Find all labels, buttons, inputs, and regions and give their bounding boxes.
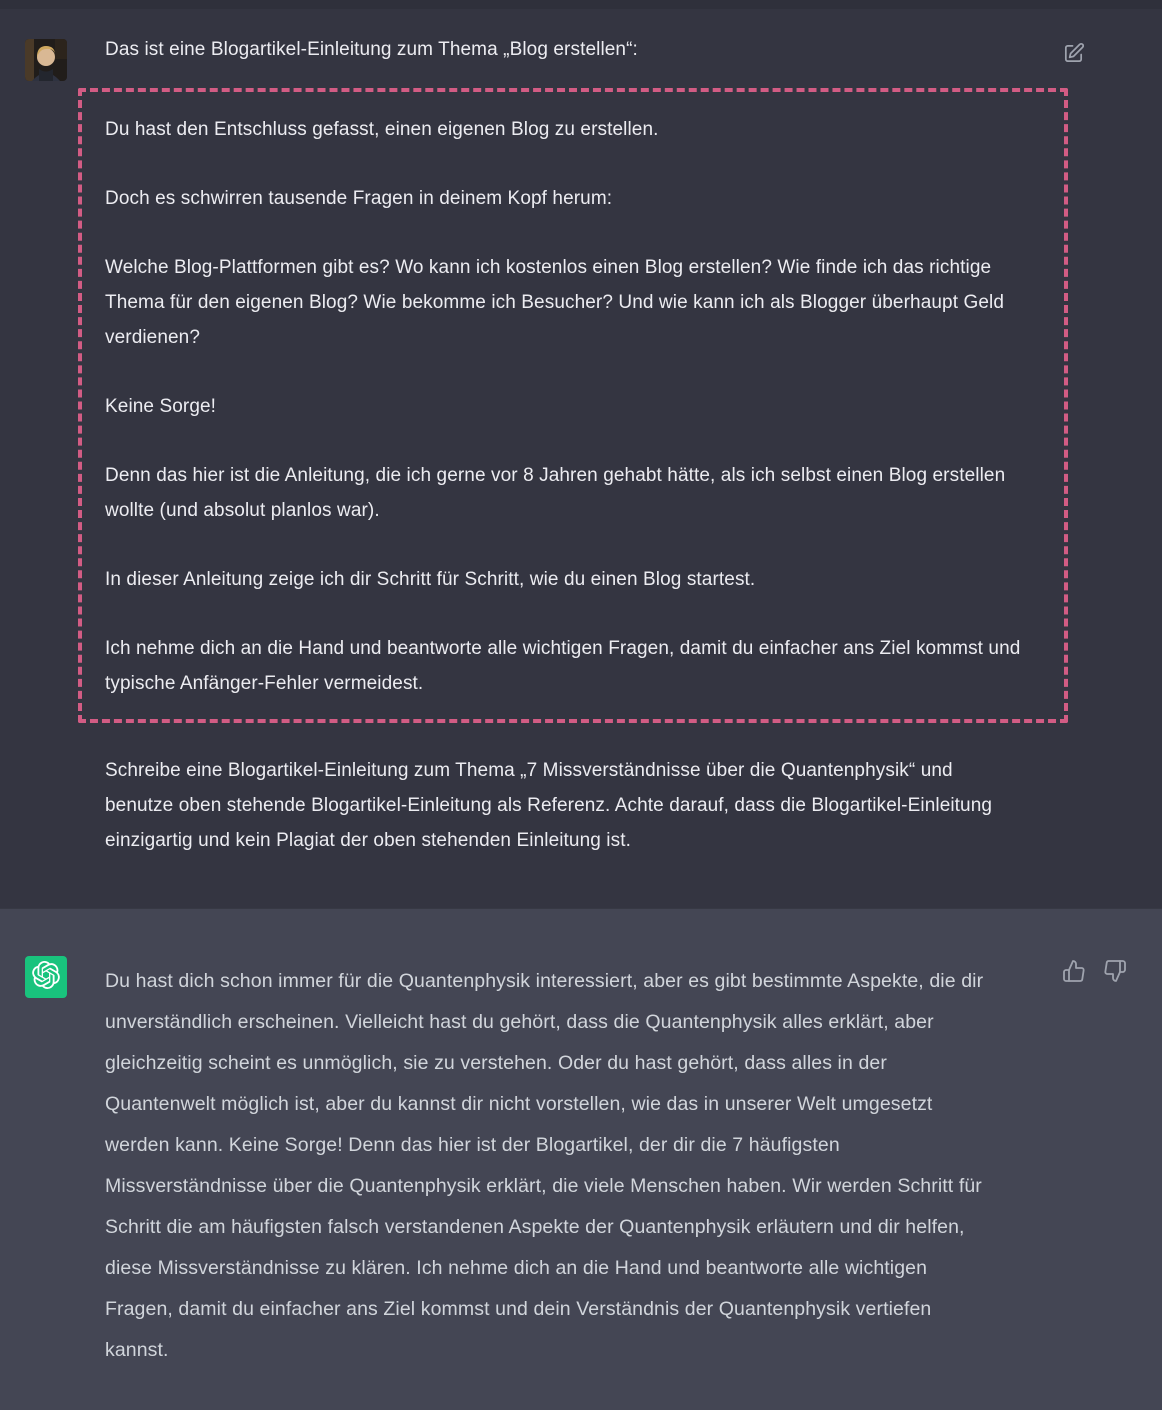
thumbs-down-icon	[1103, 959, 1127, 983]
quote-paragraph: Denn das hier ist die Anleitung, die ich gerne vor 8 Jahren gehabt hätte, als ich selbst einen Blog erstellen wollte (und absolut planlos war).	[105, 465, 1006, 521]
openai-logo-icon	[32, 961, 60, 994]
edit-icon	[1062, 42, 1085, 65]
assistant-text: Du hast dich schon immer für die Quantenphysik interessiert, aber es gibt bestimmte Aspekte, die dir unverständlich erscheinen. Vielleicht hast du gehört, dass die Quantenphysik alles erklärt, aber gleichzeitig scheint es unmöglich, sie zu verstehen. Oder du hast gehört, dass alles in der Quantenwelt möglich ist, aber du kannst dir nicht vorstellen, wie das in unserer Welt umgesetzt werden kann. Keine Sorge! Denn das hier ist der Blogartikel, der dir die 7 häufigsten Missverständnisse über die Quantenphysik erklärt, die viele Menschen haben. Wir werden Schritt für Schritt die am häufigsten falsch verstandenen Aspekte der Quantenphysik erläutern und dir helfen, diese Missverständnisse zu klären. Ich nehme dich an die Hand und beantworte alle wichtigen Fragen, damit du einfacher ans Ziel kommst und dein Verständnis der Quantenphysik vertiefen kannst.	[105, 970, 984, 1361]
thumbs-up-icon	[1062, 959, 1086, 983]
previous-row-edge	[0, 0, 1162, 9]
user-message-actions	[1062, 42, 1085, 65]
assistant-message-row	[0, 908, 1162, 1410]
quote-paragraph: Doch es schwirren tausende Fragen in deinem Kopf herum:	[105, 188, 613, 209]
user-intro-text: Das ist eine Blogartikel-Einleitung zum Thema „Blog erstellen“:	[105, 39, 638, 60]
user-closing-text: Schreibe eine Blogartikel-Einleitung zum Thema „7 Missverständnisse über die Quantenphysik“ und benutze oben stehende Blogartikel-Einleitung als Referenz. Achte darauf, dass die Blogartikel-Einleitung einzigartig und kein Plagiat der oben stehenden Einleitung ist.	[105, 760, 993, 851]
quote-paragraph: Ich nehme dich an die Hand und beantworte alle wichtigen Fragen, damit du einfacher ans Ziel kommst und typische Anfänger-Fehler vermeidest.	[105, 638, 1021, 694]
user-message-content	[78, 37, 1068, 908]
edit-message-button[interactable]	[1062, 42, 1085, 65]
user-message-row	[0, 9, 1162, 908]
user-avatar	[25, 39, 67, 81]
chatgpt-avatar	[25, 956, 67, 998]
thumbs-down-button[interactable]	[1103, 959, 1127, 983]
quote-paragraph: Keine Sorge!	[105, 396, 217, 417]
quote-paragraph: Welche Blog-Plattformen gibt es? Wo kann ich kostenlos einen Blog erstellen? Wie finde ich das richtige Thema für den eigenen Blog? Wie bekomme ich Besucher? Und wie kann ich als Blogger überhaupt Geld verdienen?	[105, 257, 1004, 348]
assistant-message-actions	[1062, 959, 1127, 983]
thumbs-up-button[interactable]	[1062, 959, 1086, 983]
user-avatar-photo	[25, 39, 67, 81]
dashed-quote-box	[78, 88, 1068, 723]
assistant-message-content	[105, 956, 985, 1410]
quote-paragraph: In dieser Anleitung zeige ich dir Schritt für Schritt, wie du einen Blog startest.	[105, 569, 756, 590]
quote-paragraph: Du hast den Entschluss gefasst, einen eigenen Blog zu erstellen.	[105, 119, 659, 140]
